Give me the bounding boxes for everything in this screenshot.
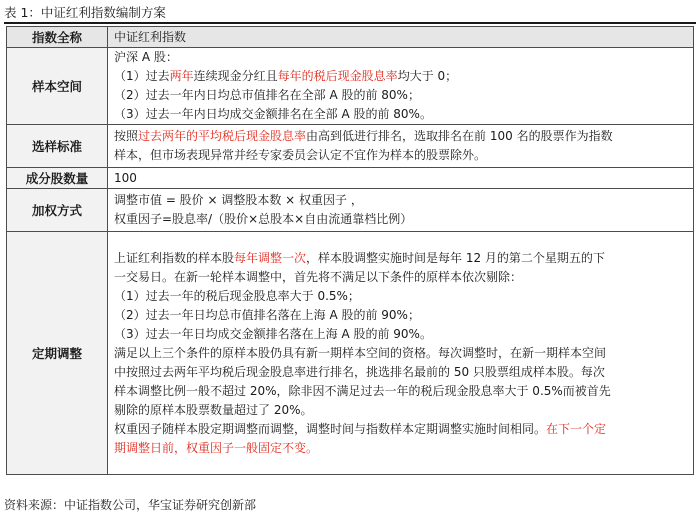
weighting-line-2: 权重因子=股息率/（股价×总股本×自由流通靠档比例）	[114, 212, 413, 226]
row-periodic-rebalance	[7, 232, 694, 475]
value-index-name: 中证红利指数	[108, 27, 694, 48]
label-constituent-count: 成分股数量	[7, 168, 108, 189]
row-selection-criteria	[7, 125, 694, 168]
label-weighting: 加权方式	[7, 189, 108, 232]
highlight-text: 两年	[169, 69, 194, 83]
rebalance-condition-3: （3）过去一年日均成交金额排名落在上海 A 股的前 90%。	[114, 326, 432, 341]
sample-space-item-2: （2）过去一年内日均总市值排名在全部 A 股的前 80%；	[114, 88, 420, 102]
rebalance-line-2: 一交易日。在新一轮样本调整中，首先将不满足以下条件的原样本依次剔除：	[114, 269, 523, 284]
row-constituent-count	[7, 168, 694, 189]
source-note: 资料来源：中证指数公司，华宝证券研究创新部	[4, 498, 257, 512]
table-caption: 表 1：中证红利指数编制方案	[4, 4, 696, 24]
sample-space-item-1	[114, 67, 687, 86]
rebalance-line-1	[114, 249, 687, 268]
value-weighting	[108, 189, 694, 232]
value-sample-space	[108, 48, 694, 125]
selection-line-1	[114, 127, 687, 146]
highlight-text: 每年的税后现金股息率	[277, 69, 398, 83]
label-periodic-rebalance: 定期调整	[7, 232, 108, 475]
rebalance-para-2-line-4: 剔除的原样本股票数量超过了 20%。	[114, 402, 313, 417]
value-selection-criteria	[108, 125, 694, 168]
highlight-text: 在下一个定	[546, 421, 607, 436]
index-spec-table	[6, 26, 694, 475]
sample-space-item-3: （3）过去一年内日均成交金额排名在全部 A 股的前 80%。	[114, 107, 432, 121]
sample-space-intro: 沪深 A 股：	[114, 50, 178, 64]
rebalance-para-2-line-3: 样本调整比例一般不超过 20%，除非因不满足过去一年的税后现金股息率大于 0.5%而被首先	[114, 383, 611, 398]
highlight-text: 过去两年的平均税后现金股息率	[138, 129, 307, 143]
value-constituent-count: 100	[108, 168, 694, 189]
highlight-text: 每年调整一次	[234, 250, 307, 265]
text-segment: 按照	[114, 129, 139, 143]
rebalance-condition-1: （1）过去一年的税后现金股息率大于 0.5%；	[114, 288, 360, 303]
text-segment: 由高到低进行排名，选取排名在前 100 名的股票作为指数	[306, 129, 613, 143]
rebalance-para-3-line-1	[114, 420, 687, 439]
row-index-name	[7, 27, 694, 48]
text-segment: 连续现金分红且	[193, 69, 278, 83]
value-periodic-rebalance	[108, 232, 694, 475]
rebalance-condition-2: （2）过去一年日均总市值排名落在上海 A 股的前 90%；	[114, 307, 420, 322]
rebalance-para-2-line-1: 满足以上三个条件的原样本股仍具有新一期样本空间的资格。每次调整时，在新一期样本空间	[114, 345, 607, 360]
weighting-line-1: 调整市值 = 股价 × 调整股本数 × 权重因子 ，	[114, 193, 363, 207]
row-weighting	[7, 189, 694, 232]
text-segment: 上证红利指数的样本股	[114, 250, 235, 265]
text-segment: 均大于 0；	[397, 69, 458, 83]
text-segment: ，样本股调整实施时间是每年 12 月的第二个星期五的下	[306, 250, 605, 265]
label-sample-space: 样本空间	[7, 48, 108, 125]
rebalance-para-3-line-2: 期调整日前，权重因子一般固定不变。	[114, 440, 319, 455]
row-sample-space	[7, 48, 694, 125]
label-selection-criteria: 选样标准	[7, 125, 108, 168]
text-segment: （1）过去	[114, 69, 170, 83]
text-segment: 权重因子随样本股定期调整而调整，调整时间与指数样本定期调整实施时间相同。	[114, 421, 547, 436]
label-index-name: 指数全称	[7, 27, 108, 48]
rebalance-para-2-line-2: 中按照过去两年平均税后现金股息率进行排名，挑选排名最前的 50 只股票组成样本股。每次	[114, 364, 605, 379]
selection-line-2: 样本，但市场表现异常并经专家委员会认定不宜作为样本的股票除外。	[114, 148, 487, 162]
